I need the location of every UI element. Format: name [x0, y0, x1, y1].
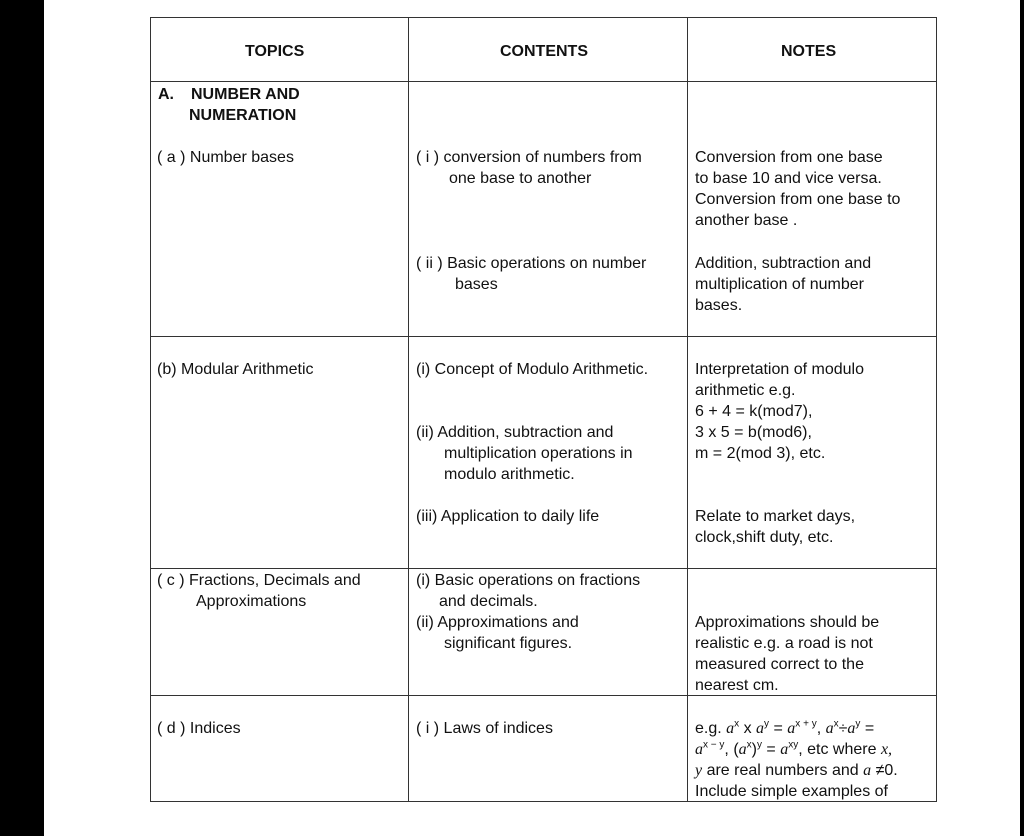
row-divider	[151, 695, 936, 696]
note-line: measured correct to the	[695, 656, 864, 673]
note-line: another base .	[695, 212, 798, 229]
header-notes: NOTES	[781, 43, 837, 60]
content-line: bases	[455, 276, 498, 293]
indices-note-line3: y are real numbers and a ≠0.	[695, 762, 898, 779]
note-line: bases.	[695, 297, 743, 314]
content-line: significant figures.	[444, 635, 573, 652]
note-line: to base 10 and vice versa.	[695, 170, 882, 187]
note-line: Relate to market days,	[695, 508, 856, 525]
note-line: realistic e.g. a road is not	[695, 635, 873, 652]
note-line: 6 + 4 = k(mod7),	[695, 403, 813, 420]
note-line: Interpretation of modulo	[695, 361, 864, 378]
topic-indices: ( d ) Indices	[157, 720, 241, 737]
content-line: (ii) Addition, subtraction and	[416, 424, 614, 441]
content-line: ( i ) Laws of indices	[416, 720, 553, 737]
section-title-line2: NUMERATION	[189, 107, 297, 124]
header-contents: CONTENTS	[500, 43, 588, 60]
row-divider	[151, 81, 936, 82]
row-divider	[151, 336, 936, 337]
note-line: arithmetic e.g.	[695, 382, 796, 399]
note-line: Include simple examples of	[695, 783, 888, 800]
content-line: one base to another	[449, 170, 592, 187]
indices-note-line1: e.g. $a^x$ x $a^y = a^{x + y}$, $a^x\div a^y$ =	[695, 718, 875, 737]
content-line: and decimals.	[439, 593, 538, 610]
content-line: (iii) Application to daily life	[416, 508, 600, 525]
column-divider	[687, 18, 688, 801]
note-line: Conversion from one base	[695, 149, 883, 166]
topic-modular-arithmetic: (b) Modular Arithmetic	[157, 361, 314, 378]
note-line: multiplication of number	[695, 276, 864, 293]
note-line: Approximations should be	[695, 614, 880, 631]
content-line: ( i ) conversion of numbers from	[416, 149, 642, 166]
content-line: multiplication operations in	[444, 445, 633, 462]
content-line: (i) Basic operations on fractions	[416, 572, 641, 589]
note-line: Addition, subtraction and	[695, 255, 872, 272]
note-line: clock,shift duty, etc.	[695, 529, 834, 546]
note-line: nearest cm.	[695, 677, 779, 694]
content-line: (i) Concept of Modulo Arithmetic.	[416, 361, 649, 378]
syllabus-table	[150, 17, 937, 802]
content-line: ( ii ) Basic operations on number	[416, 255, 647, 272]
topic-fractions-line2: Approximations	[196, 593, 307, 610]
note-line: m = 2(mod 3), etc.	[695, 445, 826, 462]
content-line: modulo arithmetic.	[444, 466, 575, 483]
topic-fractions: ( c ) Fractions, Decimals and	[157, 572, 361, 589]
topic-number-bases: ( a ) Number bases	[157, 149, 294, 166]
column-divider	[408, 18, 409, 801]
note-line: 3 x 5 = b(mod6),	[695, 424, 812, 441]
section-letter: A.	[158, 86, 174, 103]
section-title-line1: NUMBER AND	[191, 86, 300, 103]
header-topics: TOPICS	[245, 43, 305, 60]
content-line: (ii) Approximations and	[416, 614, 579, 631]
indices-note-line2: $a^{x - y}$, $(a^x)^y = a^{xy}$, etc where x,	[695, 739, 893, 758]
row-divider	[151, 568, 936, 569]
document-page	[44, 0, 1020, 836]
note-line: Conversion from one base to	[695, 191, 901, 208]
